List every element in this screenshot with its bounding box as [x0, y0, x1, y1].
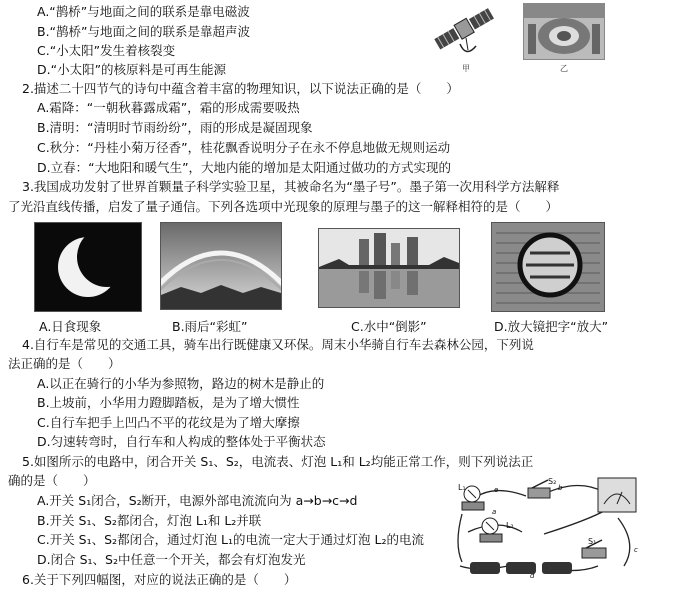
q1-option-d: D.“小太阳”的核原料是可再生能源: [37, 62, 227, 77]
satellite-figure: [430, 0, 502, 62]
solar-eclipse-photo: [34, 222, 142, 312]
q5-option-b: B.开关 S₁、S₂都闭合，灯泡 L₁和 L₂并联: [37, 513, 262, 528]
q2-stem: 2.描述二十四节气的诗句中蕴含着丰富的物理知识，以下说法正确的是（ ）: [22, 81, 459, 96]
q2-option-b: B.清明：“清明时节雨纷纷”，雨的形成是凝固现象: [37, 120, 313, 135]
figure-label-yi: 乙: [560, 64, 568, 73]
rainbow-photo: [160, 222, 282, 310]
q2-option-d: D.立春：“大地阳和暖气生”，大地内能的增加是太阳通过做功的方式实现的: [37, 160, 452, 175]
label-s1: S₁: [588, 537, 597, 546]
q3-stem-line1: 3.我国成功发射了世界首颗量子科学实验卫星，其被命名为“墨子号”。墨子第一次用科学方法解释: [22, 179, 560, 194]
q1-option-b: B.“鹊桥”与地面之间的联系是靠超声波: [37, 24, 251, 39]
label-l2: L₂: [506, 521, 514, 530]
q2-option-a: A.霜降：“一朝秋暮露成霜”，霜的形成需要吸热: [37, 100, 300, 115]
q4-option-c: C.自行车把手上凹凸不平的花纹是为了增大摩擦: [37, 415, 300, 430]
label-c: c: [634, 546, 638, 554]
q1-option-c: C.“小太阳”发生着核裂变: [37, 43, 176, 58]
figure-label-jia: 甲: [462, 64, 470, 73]
label-b: b: [558, 484, 563, 492]
q3-caption-d: D.放大镜把字“放大”: [494, 319, 609, 334]
magnifier-photo: [491, 222, 605, 312]
q3-stem-line2: 了光沿直线传播，启发了量子通信。下列各选项中光现象的原理与墨子的这一解释相符的是（ ）: [8, 199, 559, 214]
q3-caption-a: A.日食现象: [39, 319, 102, 334]
label-l1: L₁: [458, 483, 466, 492]
q4-option-d: D.匀速转弯时，自行车和人构成的整体处于平衡状态: [37, 434, 326, 449]
label-s2: S₂: [548, 477, 557, 486]
label-e: e: [494, 486, 499, 494]
water-reflection-photo: [318, 228, 460, 308]
label-a: a: [492, 508, 497, 516]
q3-caption-b: B.雨后“彩虹”: [172, 319, 248, 334]
q5-option-a: A.开关 S₁闭合，S₂断开，电源外部电流流向为 a→b→c→d: [37, 493, 358, 508]
q4-option-a: A.以正在骑行的小华为参照物，路边的树木是静止的: [37, 376, 325, 391]
q2-option-c: C.秋分：“丹桂小菊万径香”，桂花飘香说明分子在永不停息地做无规则运动: [37, 140, 451, 155]
q5-stem-line1: 5.如图所示的电路中，闭合开关 S₁、S₂，电流表、灯泡 L₁和 L₂均能正常工作，则下列说法正: [22, 454, 534, 469]
circuit-diagram: [448, 474, 648, 580]
q5-stem-line2: 确的是（ ）: [8, 473, 96, 488]
label-d: d: [530, 572, 535, 580]
artificial-sun-photo: [523, 3, 605, 60]
q3-caption-c: C.水中“倒影”: [351, 319, 427, 334]
q4-option-b: B.上坡前，小华用力蹬脚踏板，是为了增大惯性: [37, 395, 300, 410]
q4-stem-line2: 法正确的是（ ）: [8, 356, 121, 371]
q4-stem-line1: 4.自行车是常见的交通工具，骑车出行既健康又环保。周末小华骑自行车去森林公园，下列说: [22, 337, 534, 352]
q5-option-c: C.开关 S₁、S₂都闭合，通过灯泡 L₁的电流一定大于通过灯泡 L₂的电流: [37, 532, 424, 547]
q6-stem: 6.关于下列四幅图，对应的说法正确的是（ ）: [22, 572, 297, 587]
q1-option-a: A.“鹊桥”与地面之间的联系是靠电磁波: [37, 4, 250, 19]
q5-option-d: D.闭合 S₁、S₂中任意一个开关，都会有灯泡发光: [37, 552, 306, 567]
